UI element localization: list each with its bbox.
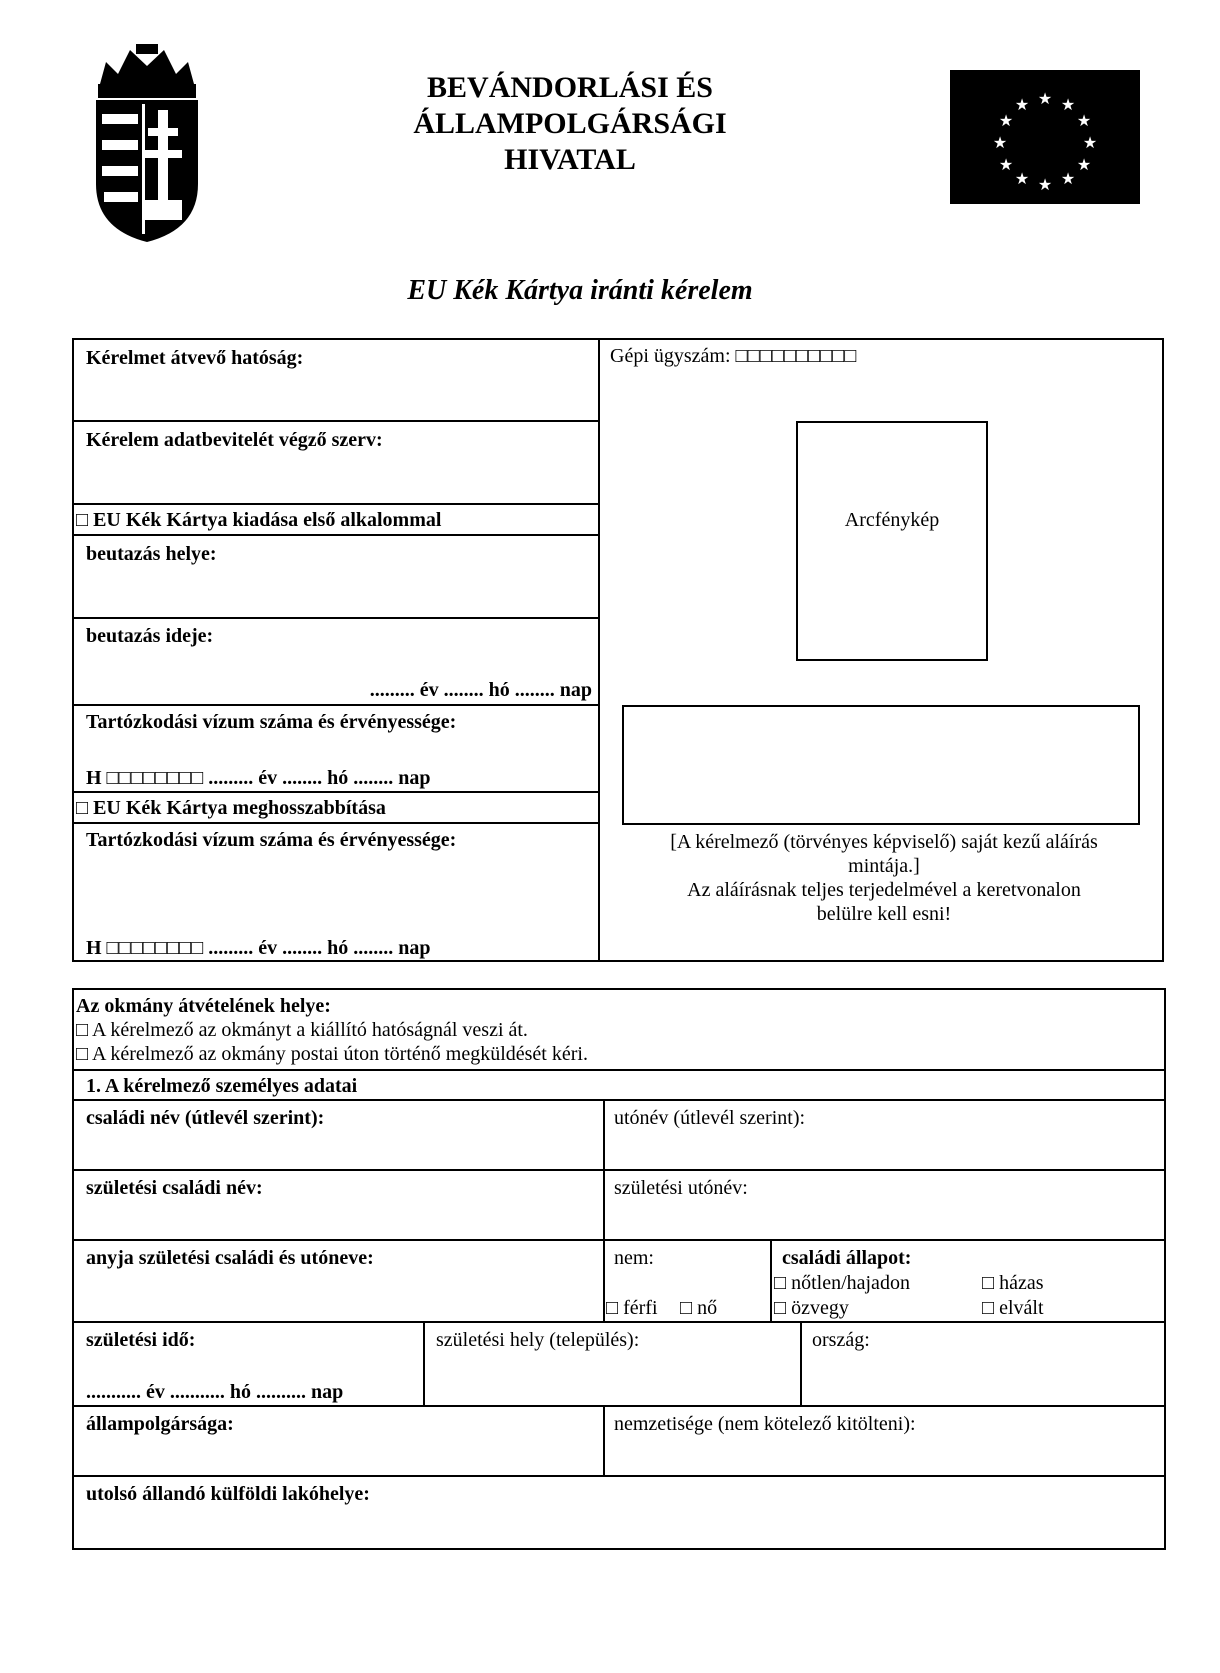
agency-name-line3: HIVATAL — [504, 143, 636, 176]
svg-text:★: ★ — [998, 111, 1014, 130]
svg-text:★: ★ — [1076, 155, 1092, 174]
case-number-field: Gépi ügyszám: □□□□□□□□□□ — [610, 345, 857, 367]
extension-checkbox[interactable]: □ EU Kék Kártya meghosszabbítása — [76, 797, 386, 819]
visa-label-2: Tartózkodási vízum száma és érvényessége: — [86, 829, 457, 851]
marital-married-checkbox[interactable]: □ házas — [982, 1272, 1044, 1294]
mother-name-label: anyja születési családi és utóneve: — [86, 1247, 374, 1269]
photo-box — [796, 421, 988, 661]
marital-widowed-checkbox[interactable]: □ özvegy — [774, 1297, 849, 1319]
svg-text:★: ★ — [998, 155, 1014, 174]
eu-flag-icon — [950, 70, 1140, 204]
birth-given-name-label: születési utónév: — [614, 1177, 748, 1199]
entry-place-label: beutazás helye: — [86, 543, 217, 565]
birth-date-label: születési idő: — [86, 1329, 196, 1351]
agency-name-line1: BEVÁNDORLÁSI ÉS — [427, 71, 713, 104]
visa-line-2: H □□□□□□□□ ......... év ........ hó ........ nap — [86, 937, 431, 959]
pickup-option-post[interactable]: □ A kérelmező az okmány postai úton történő megküldését kéri. — [76, 1043, 588, 1065]
marital-status-label: családi állapot: — [782, 1247, 912, 1269]
birth-date-line: ........... év ........... hó .......... nap — [86, 1381, 344, 1403]
svg-text:★: ★ — [1082, 133, 1098, 152]
family-name-label: családi név (útlevél szerint): — [86, 1107, 325, 1129]
svg-text:★: ★ — [992, 133, 1008, 152]
personal-data-title: 1. A kérelmező személyes adatai — [86, 1075, 358, 1097]
hungarian-coat-of-arms-icon — [92, 44, 202, 244]
svg-text:★: ★ — [1060, 169, 1076, 188]
last-residence-label: utolsó állandó külföldi lakóhelye: — [86, 1483, 370, 1505]
marital-divorced-checkbox[interactable]: □ elvált — [982, 1297, 1044, 1319]
sex-label: nem: — [614, 1247, 654, 1269]
svg-text:★: ★ — [1076, 111, 1092, 130]
svg-text:★: ★ — [1060, 95, 1076, 114]
svg-text:★: ★ — [1037, 175, 1053, 194]
nationality-label: nemzetisége (nem kötelező kitölteni): — [614, 1413, 916, 1435]
sex-female-checkbox[interactable]: □ nő — [680, 1297, 718, 1319]
agency-name-line2: ÁLLAMPOLGÁRSÁGI — [413, 107, 727, 140]
entry-date-line: ......... év ........ hó ........ nap — [369, 679, 592, 701]
given-name-label: utónév (útlevél szerint): — [614, 1107, 806, 1129]
photo-label: Arcfénykép — [844, 509, 940, 531]
pickup-title: Az okmány átvételének helye: — [76, 995, 331, 1017]
sex-male-checkbox[interactable]: □ férfi — [606, 1297, 658, 1319]
birth-family-name-label: születési családi név: — [86, 1177, 263, 1199]
country-label: ország: — [812, 1329, 870, 1351]
svg-text:★: ★ — [1037, 89, 1053, 108]
pickup-option-authority[interactable]: □ A kérelmező az okmányt a kiállító hatóságnál veszi át. — [76, 1019, 528, 1041]
svg-text:★: ★ — [1014, 95, 1030, 114]
birth-place-label: születési hely (település): — [436, 1329, 640, 1351]
svg-text:★: ★ — [1014, 169, 1030, 188]
citizenship-label: állampolgársága: — [86, 1413, 234, 1435]
visa-label-1: Tartózkodási vízum száma és érvényessége: — [86, 711, 457, 733]
entry-time-label: beutazás ideje: — [86, 625, 214, 647]
visa-line-1: H □□□□□□□□ ......... év ........ hó ........ nap — [86, 767, 431, 789]
receiving-authority-label: Kérelmet átvevő hatóság: — [86, 347, 304, 369]
first-issue-checkbox[interactable]: □ EU Kék Kártya kiadása első alkalommal — [76, 509, 442, 531]
data-entry-org-label: Kérelem adatbevitelét végző szerv: — [86, 429, 383, 451]
marital-single-checkbox[interactable]: □ nőtlen/hajadon — [774, 1272, 910, 1294]
signature-box[interactable] — [622, 705, 1140, 825]
signature-note: [A kérelmező (törvényes képviselő) saját kezű aláírás mintája.] Az aláírásnak teljes terjedelmével a keretvonalon belülre kell esni! — [670, 831, 1098, 925]
form-title: EU Kék Kártya iránti kérelem — [407, 275, 753, 306]
